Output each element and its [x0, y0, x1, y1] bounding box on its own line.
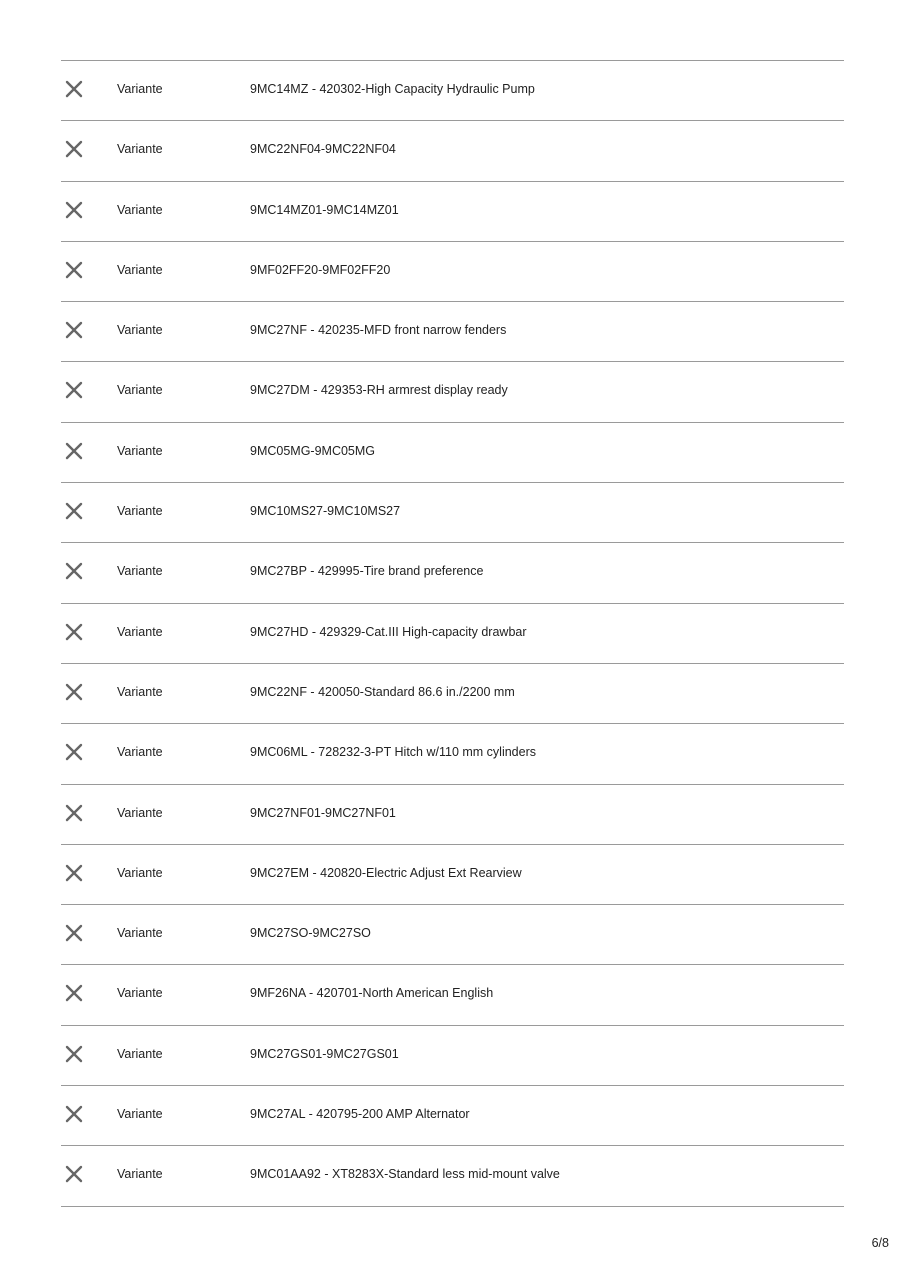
- table-row: [61, 604, 844, 664]
- table-row: [61, 543, 844, 603]
- table-row: [61, 845, 844, 905]
- row-value: 9MC27NF01-9MC27NF01: [250, 805, 396, 820]
- row-label: Variante: [117, 82, 163, 96]
- table-row: [61, 1146, 844, 1206]
- close-icon[interactable]: [65, 261, 83, 279]
- table-row: [61, 965, 844, 1025]
- close-icon[interactable]: [65, 562, 83, 580]
- close-icon[interactable]: [65, 201, 83, 219]
- row-value: 9MC27NF - 420235-MFD front narrow fenders: [250, 323, 507, 338]
- close-icon[interactable]: [65, 1165, 83, 1183]
- table-row: [61, 724, 844, 784]
- row-label: Variante: [117, 443, 163, 458]
- row-label: Variante: [117, 986, 163, 1001]
- row-value: 9MC14MZ - 420302-High Capacity Hydraulic Pump: [250, 82, 535, 96]
- row-value: 9MC14MZ01-9MC14MZ01: [250, 202, 399, 217]
- row-label: Variante: [117, 262, 163, 277]
- row-label: Variante: [117, 624, 163, 639]
- close-icon[interactable]: [65, 1105, 83, 1123]
- close-icon[interactable]: [65, 984, 83, 1002]
- table-row: [61, 182, 844, 242]
- row-label: Variante: [117, 323, 163, 338]
- row-value: 9MC27BP - 429995-Tire brand preference: [250, 564, 484, 579]
- close-icon[interactable]: [65, 1045, 83, 1063]
- close-icon[interactable]: [65, 743, 83, 761]
- close-icon[interactable]: [65, 321, 83, 339]
- table-row: [61, 302, 844, 362]
- row-value: 9MC27AL - 420795-200 AMP Alternator: [250, 1107, 470, 1122]
- row-value: 9MC06ML - 728232-3-PT Hitch w/110 mm cylinders: [250, 745, 536, 760]
- close-icon[interactable]: [65, 442, 83, 460]
- row-value: 9MF02FF20-9MF02FF20: [250, 262, 391, 277]
- row-label: Variante: [117, 202, 163, 217]
- row-label: Variante: [117, 865, 163, 880]
- row-value: 9MC27HD - 429329-Cat.III High-capacity drawbar: [250, 624, 527, 639]
- row-label: Variante: [117, 1046, 163, 1061]
- table-row: [61, 423, 844, 483]
- table-row: [61, 483, 844, 543]
- close-icon[interactable]: [65, 804, 83, 822]
- close-icon[interactable]: [65, 683, 83, 701]
- table-row: [61, 121, 844, 181]
- row-label: Variante: [117, 504, 163, 519]
- row-value: 9MC27GS01-9MC27GS01: [250, 1046, 399, 1061]
- row-label: Variante: [117, 926, 163, 941]
- table-row: [61, 1026, 844, 1086]
- row-value: 9MF26NA - 420701-North American English: [250, 986, 494, 1001]
- table-row: [61, 664, 844, 724]
- row-label: Variante: [117, 142, 163, 157]
- close-icon[interactable]: [65, 864, 83, 882]
- table-row: [61, 362, 844, 422]
- row-label: Variante: [117, 383, 163, 398]
- row-value: 9MC27EM - 420820-Electric Adjust Ext Rearview: [250, 865, 522, 880]
- row-value: 9MC05MG-9MC05MG: [250, 443, 376, 458]
- row-label: Variante: [117, 1167, 163, 1182]
- row-label: Variante: [117, 564, 163, 579]
- table-row: [61, 785, 844, 845]
- row-value: 9MC01AA92 - XT8283X-Standard less mid-mount valve: [250, 1167, 560, 1182]
- close-icon[interactable]: [65, 80, 83, 98]
- row-label: Variante: [117, 745, 163, 760]
- page-number: 6/8: [871, 1236, 889, 1250]
- row-label: Variante: [117, 684, 163, 699]
- table-row: [61, 242, 844, 302]
- close-icon[interactable]: [65, 502, 83, 520]
- row-value: 9MC10MS27-9MC10MS27: [250, 504, 401, 519]
- close-icon[interactable]: [65, 381, 83, 399]
- row-value: 9MC22NF04-9MC22NF04: [250, 142, 396, 157]
- row-value: 9MC22NF - 420050-Standard 86.6 in./2200 mm: [250, 684, 515, 699]
- table-row: [61, 61, 844, 121]
- close-icon[interactable]: [65, 924, 83, 942]
- row-value: 9MC27SO-9MC27SO: [250, 926, 371, 941]
- row-label: Variante: [117, 1107, 163, 1122]
- row-label: Variante: [117, 805, 163, 820]
- variant-table: [61, 60, 844, 1207]
- table-row: [61, 1086, 844, 1146]
- close-icon[interactable]: [65, 623, 83, 641]
- close-icon[interactable]: [65, 140, 83, 158]
- row-value: 9MC27DM - 429353-RH armrest display ready: [250, 383, 508, 398]
- table-row: [61, 905, 844, 965]
